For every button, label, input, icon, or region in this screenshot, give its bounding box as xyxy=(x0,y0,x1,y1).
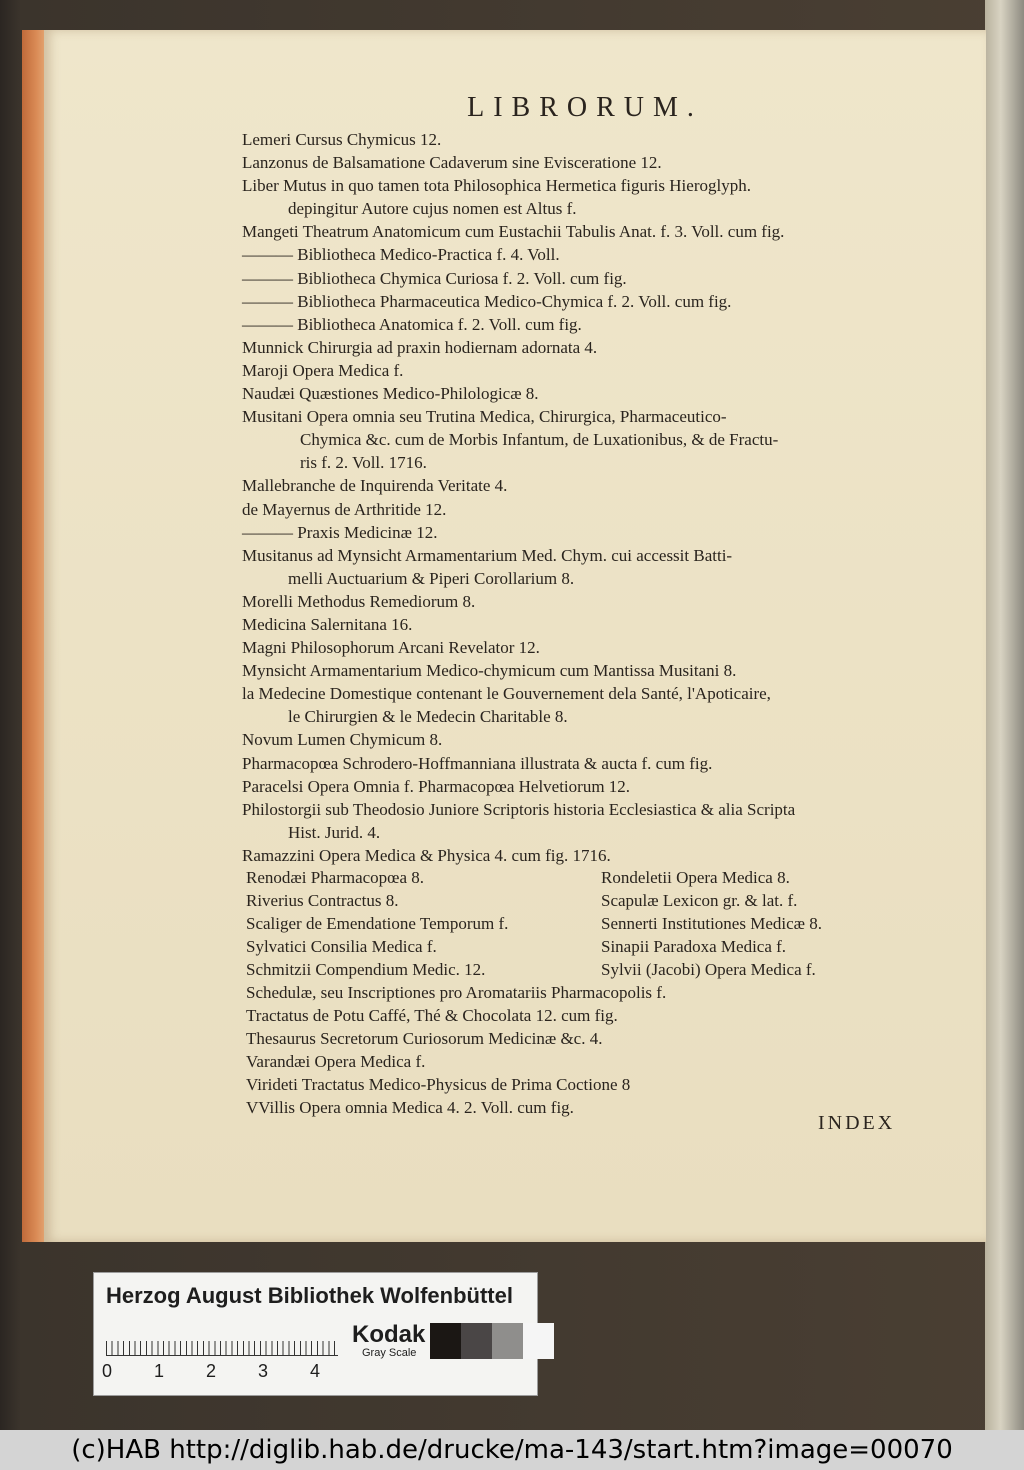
ruler-label: 3 xyxy=(258,1361,269,1381)
catalog-entry: Philostorgii sub Theodosio Juniore Scriptoris historia Ecclesiastica & alia Scripta xyxy=(242,799,796,819)
catalog-entry: ——— Bibliotheca Medico-Practica f. 4. Voll. xyxy=(242,245,560,265)
catalog-entry-left: Renodæi Pharmacopœa 8. xyxy=(246,868,424,887)
catalog-entry-right: Rondeletii Opera Medica 8. xyxy=(601,868,790,887)
catalog-entry: VVillis Opera omnia Medica 4. 2. Voll. cum fig. xyxy=(246,1098,574,1118)
ruler-label: 2 xyxy=(206,1361,217,1381)
ruler-label: 4 xyxy=(310,1361,321,1381)
catalog-entry: Morelli Methodus Remediorum 8. xyxy=(242,591,476,611)
gray-swatch xyxy=(430,1323,461,1359)
catalog-entry: depingitur Autore cujus nomen est Altus f. xyxy=(288,199,577,219)
gray-swatch xyxy=(523,1323,554,1359)
catalog-entry: le Chirurgien & le Medecin Charitable 8. xyxy=(288,707,568,727)
catalog-entry-right: Sinapii Paradoxa Medica f. xyxy=(601,937,787,957)
catalog-entry: la Medecine Domestique contenant le Gouvernement dela Santé, l'Apoticaire, xyxy=(242,684,771,704)
catalog-entry: Tractatus de Potu Caffé, Thé & Chocolata 12. cum fig. xyxy=(246,1006,618,1026)
catalog-entry: Munnick Chirurgia ad praxin hodiernam adornata 4. xyxy=(242,337,598,357)
catalog-entry: Varandæi Opera Medica f. xyxy=(246,1052,426,1072)
catalog-entry: de Mayernus de Arthritide 12. xyxy=(242,499,447,519)
catalog-entry: ——— Bibliotheca Chymica Curiosa f. 2. Voll. cum fig. xyxy=(242,268,627,288)
catalog-entry-left: Riverius Contractus 8. xyxy=(246,891,399,911)
catchword: INDEX xyxy=(818,1112,896,1134)
catalog-entry: Lemeri Cursus Chymicus 12. xyxy=(242,130,442,149)
catalog-entry: Mallebranche de Inquirenda Veritate 4. xyxy=(242,476,508,496)
catalog-entry: Liber Mutus in quo tamen tota Philosophica Hermetica figuris Hieroglyph. xyxy=(242,176,751,196)
catalog-entry-left: Sylvatici Consilia Medica f. xyxy=(246,937,437,957)
catalog-entry: ——— Praxis Medicinæ 12. xyxy=(242,522,438,542)
gray-scale-label: Gray Scale xyxy=(362,1347,417,1359)
catalog-entry: Chymica &c. cum de Morbis Infantum, de Luxationibus, & de Fractu- xyxy=(300,430,779,450)
catalog-entry-right: Scapulæ Lexicon gr. & lat. f. xyxy=(601,891,798,911)
catalog-entry: Paracelsi Opera Omnia f. Pharmacopœa Helvetiorum 12. xyxy=(242,776,631,796)
catalog-entry: Hist. Jurid. 4. xyxy=(288,822,381,842)
ruler-label: 0 xyxy=(102,1361,113,1381)
catalog-entry: Medicina Salernitana 16. xyxy=(242,614,413,634)
catalog-entry: ris f. 2. Voll. 1716. xyxy=(300,453,427,473)
catalog-entry: Musitanus ad Mynsicht Armamentarium Med. Chym. cui accessit Batti- xyxy=(242,545,733,565)
library-name: Herzog August Bibliothek Wolfenbüttel xyxy=(106,1283,513,1308)
page-heading: LIBRORUM. xyxy=(467,92,703,123)
color-calibration-strip xyxy=(93,1272,538,1396)
catalog-entry-right: Sennerti Institutiones Medicæ 8. xyxy=(601,914,822,934)
gray-swatches xyxy=(430,1323,554,1359)
catalog-entry: Mangeti Theatrum Anatomicum cum Eustachii Tabulis Anat. f. 3. Voll. cum fig. xyxy=(242,222,785,242)
ruler-scale xyxy=(106,1325,338,1356)
catalog-entry: Ramazzini Opera Medica & Physica 4. cum fig. 1716. xyxy=(242,845,611,865)
catalog-entry: Pharmacopœa Schrodero-Hoffmanniana illustrata & aucta f. cum fig. xyxy=(242,753,713,773)
gray-swatch xyxy=(492,1323,523,1359)
catalog-entry-right: Sylvii (Jacobi) Opera Medica f. xyxy=(601,960,816,980)
catalog-entry: ——— Bibliotheca Anatomica f. 2. Voll. cum fig. xyxy=(242,314,582,334)
ruler-label: 1 xyxy=(154,1361,165,1381)
ruler-labels xyxy=(102,1361,362,1382)
catalog-entry: Magni Philosophorum Arcani Revelator 12. xyxy=(242,638,540,658)
catalog-entry: Novum Lumen Chymicum 8. xyxy=(242,730,443,750)
catalog-entry-left: Scaliger de Emendatione Temporum f. xyxy=(246,914,509,934)
catalog-entry: Musitani Opera omnia seu Trutina Medica, Chirurgica, Pharmaceutico- xyxy=(242,407,727,427)
two-column-entries xyxy=(246,866,936,981)
catalog-entry: Thesaurus Secretorum Curiosorum Medicinæ &c. 4. xyxy=(246,1029,603,1049)
catalog-entries xyxy=(242,128,932,867)
catalog-entry: Schedulæ, seu Inscriptiones pro Aromatariis Pharmacopolis f. xyxy=(246,983,667,1002)
book-board-right xyxy=(985,0,1024,1430)
catalog-entries-end xyxy=(246,981,936,1120)
catalog-entry-left: Schmitzii Compendium Medic. 12. xyxy=(246,960,486,980)
catalog-entry: ——— Bibliotheca Pharmaceutica Medico-Chymica f. 2. Voll. cum fig. xyxy=(242,291,732,311)
gray-swatch xyxy=(461,1323,492,1359)
catalog-entry: Virideti Tractatus Medico-Physicus de Prima Coctione 8 xyxy=(246,1075,631,1095)
catalog-entry: melli Auctuarium & Piperi Corollarium 8. xyxy=(288,568,575,588)
catalog-entry: Lanzonus de Balsamatione Cadaverum sine Evisceratione 12. xyxy=(242,153,662,173)
kodak-logo: Kodak xyxy=(352,1321,426,1348)
catalog-entry: Mynsicht Armamentarium Medico-chymicum cum Mantissa Musitani 8. xyxy=(242,661,737,681)
catalog-entry: Maroji Opera Medica f. xyxy=(242,360,404,380)
source-url-footer: (c)HAB http://diglib.hab.de/drucke/ma-143/start.htm?image=00070 xyxy=(0,1430,1024,1470)
catalog-entry: Naudæi Quæstiones Medico-Philologicæ 8. xyxy=(242,384,539,404)
